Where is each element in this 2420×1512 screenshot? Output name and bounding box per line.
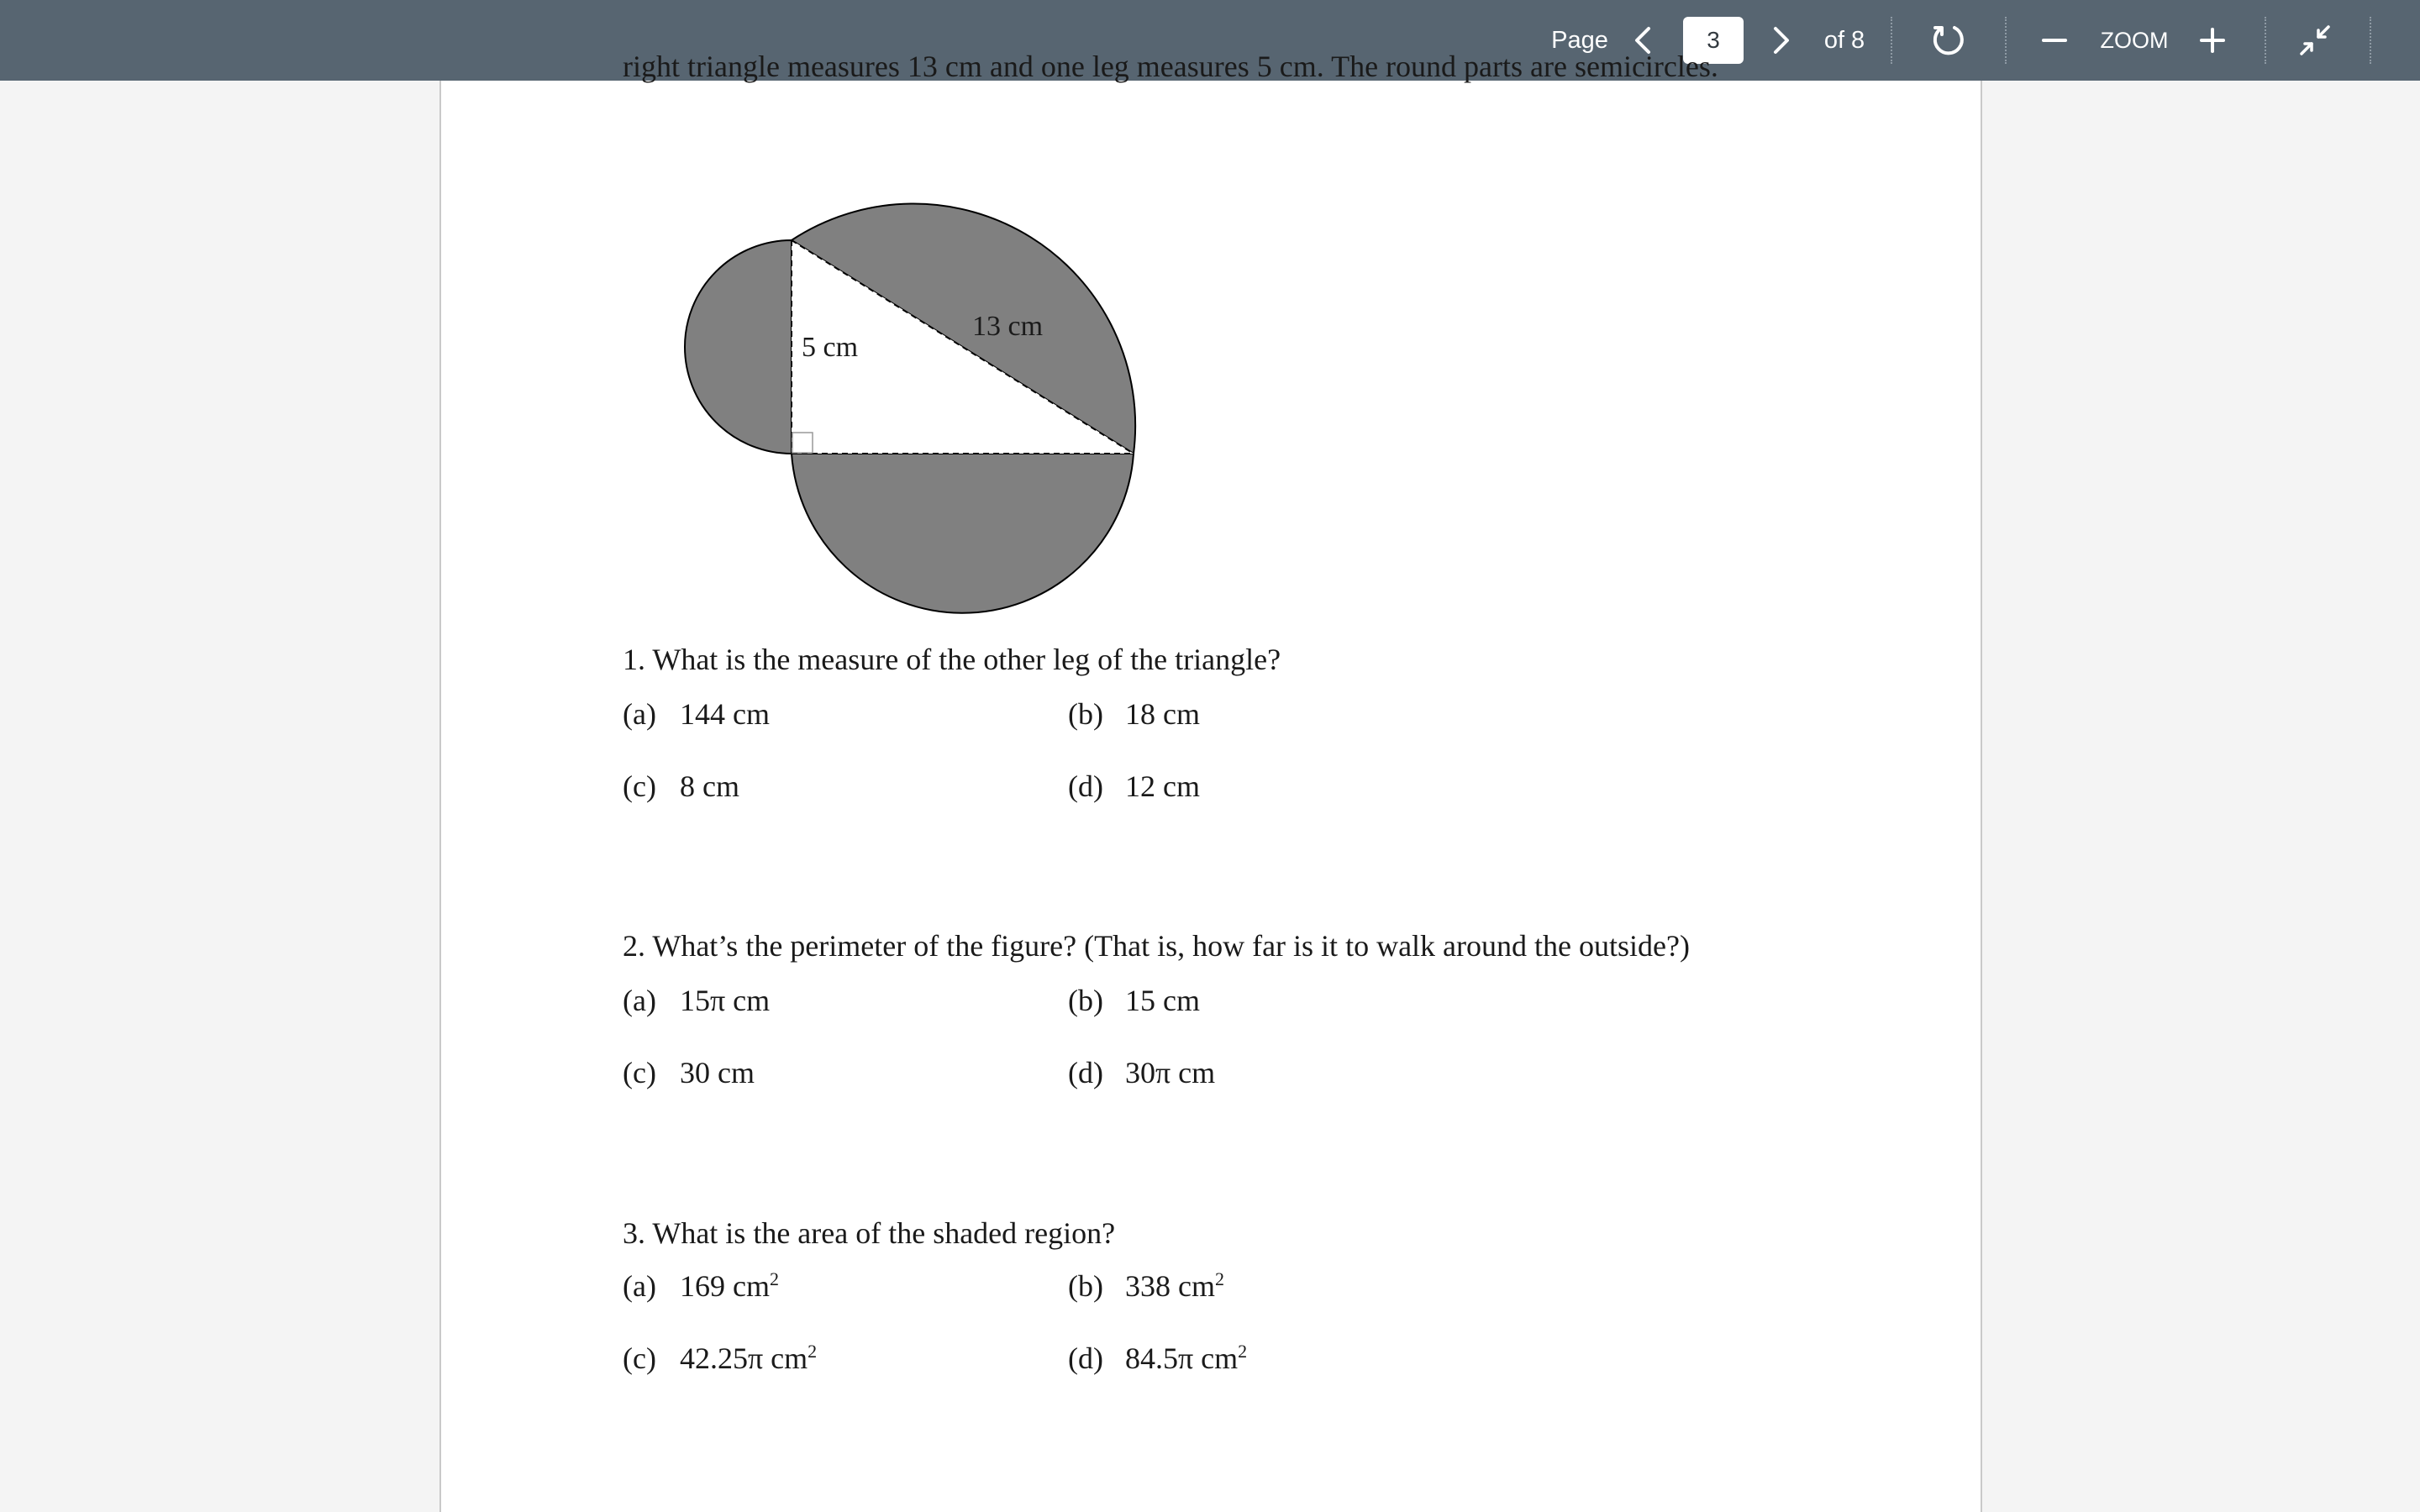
q3-option-a: (a) 169 $cm^2$ — [623, 1268, 779, 1303]
leg-label: 5 cm — [802, 332, 859, 363]
question-2-text: 2. What’s the perimeter of the figure? (That is, how far is it to walk around the outside?) — [623, 929, 1690, 963]
page-count: of 8 — [1823, 26, 1865, 54]
plus-icon — [2199, 27, 2226, 54]
exit-fullscreen-button[interactable] — [2294, 0, 2336, 81]
q2-option-d: (d) 30π cm — [1068, 1056, 1216, 1089]
q2-option-a: (a) 15π cm — [623, 984, 771, 1017]
document-page — [439, 50, 1982, 1512]
base-semicircle — [792, 454, 1134, 613]
zoom-out-button[interactable] — [2033, 0, 2075, 81]
next-page-button[interactable] — [1760, 0, 1802, 81]
page-label: Page — [1551, 26, 1608, 54]
problem-intro-text: right triangle measures 13 cm and one leg measures 5 cm. The round parts are semicircles. — [623, 50, 1718, 83]
collapse-arrows-icon — [2299, 24, 2331, 56]
rotate-icon — [1932, 23, 1967, 58]
zoom-in-button[interactable] — [2191, 0, 2233, 81]
q1-option-a: (a) 144 cm — [623, 697, 770, 731]
q1-option-b: (b) 18 cm — [1068, 697, 1200, 731]
question-3-text: 3. What is the area of the shaded region? — [623, 1216, 1116, 1250]
q3-option-c: (c) 42.25π $cm^2$ — [623, 1341, 818, 1375]
zoom-label: ZOOM — [2100, 27, 2169, 53]
toolbar-divider — [2005, 17, 2007, 64]
q3-option-b: (b) 338 $cm^2$ — [1068, 1268, 1224, 1303]
triangle-semicircles-figure — [441, 81, 1984, 652]
toolbar-divider — [1891, 17, 1892, 64]
q2-option-c: (c) 30 cm — [623, 1056, 755, 1089]
q3-option-d: (d) 84.5π $cm^2$ — [1068, 1341, 1248, 1375]
leg-semicircle — [685, 240, 792, 454]
toolbar-divider — [2265, 17, 2266, 64]
question-1-text: 1. What is the measure of the other leg of the triangle? — [623, 643, 1281, 676]
q1-option-c: (c) 8 cm — [623, 769, 739, 803]
rotate-button[interactable] — [1928, 0, 1970, 81]
minus-icon — [2041, 27, 2068, 54]
hypotenuse-label: 13 cm — [972, 311, 1044, 342]
toolbar-divider — [2370, 17, 2371, 64]
chevron-right-icon — [1771, 26, 1791, 55]
q2-option-b: (b) 15 cm — [1068, 984, 1200, 1017]
q1-option-d: (d) 12 cm — [1068, 769, 1200, 803]
